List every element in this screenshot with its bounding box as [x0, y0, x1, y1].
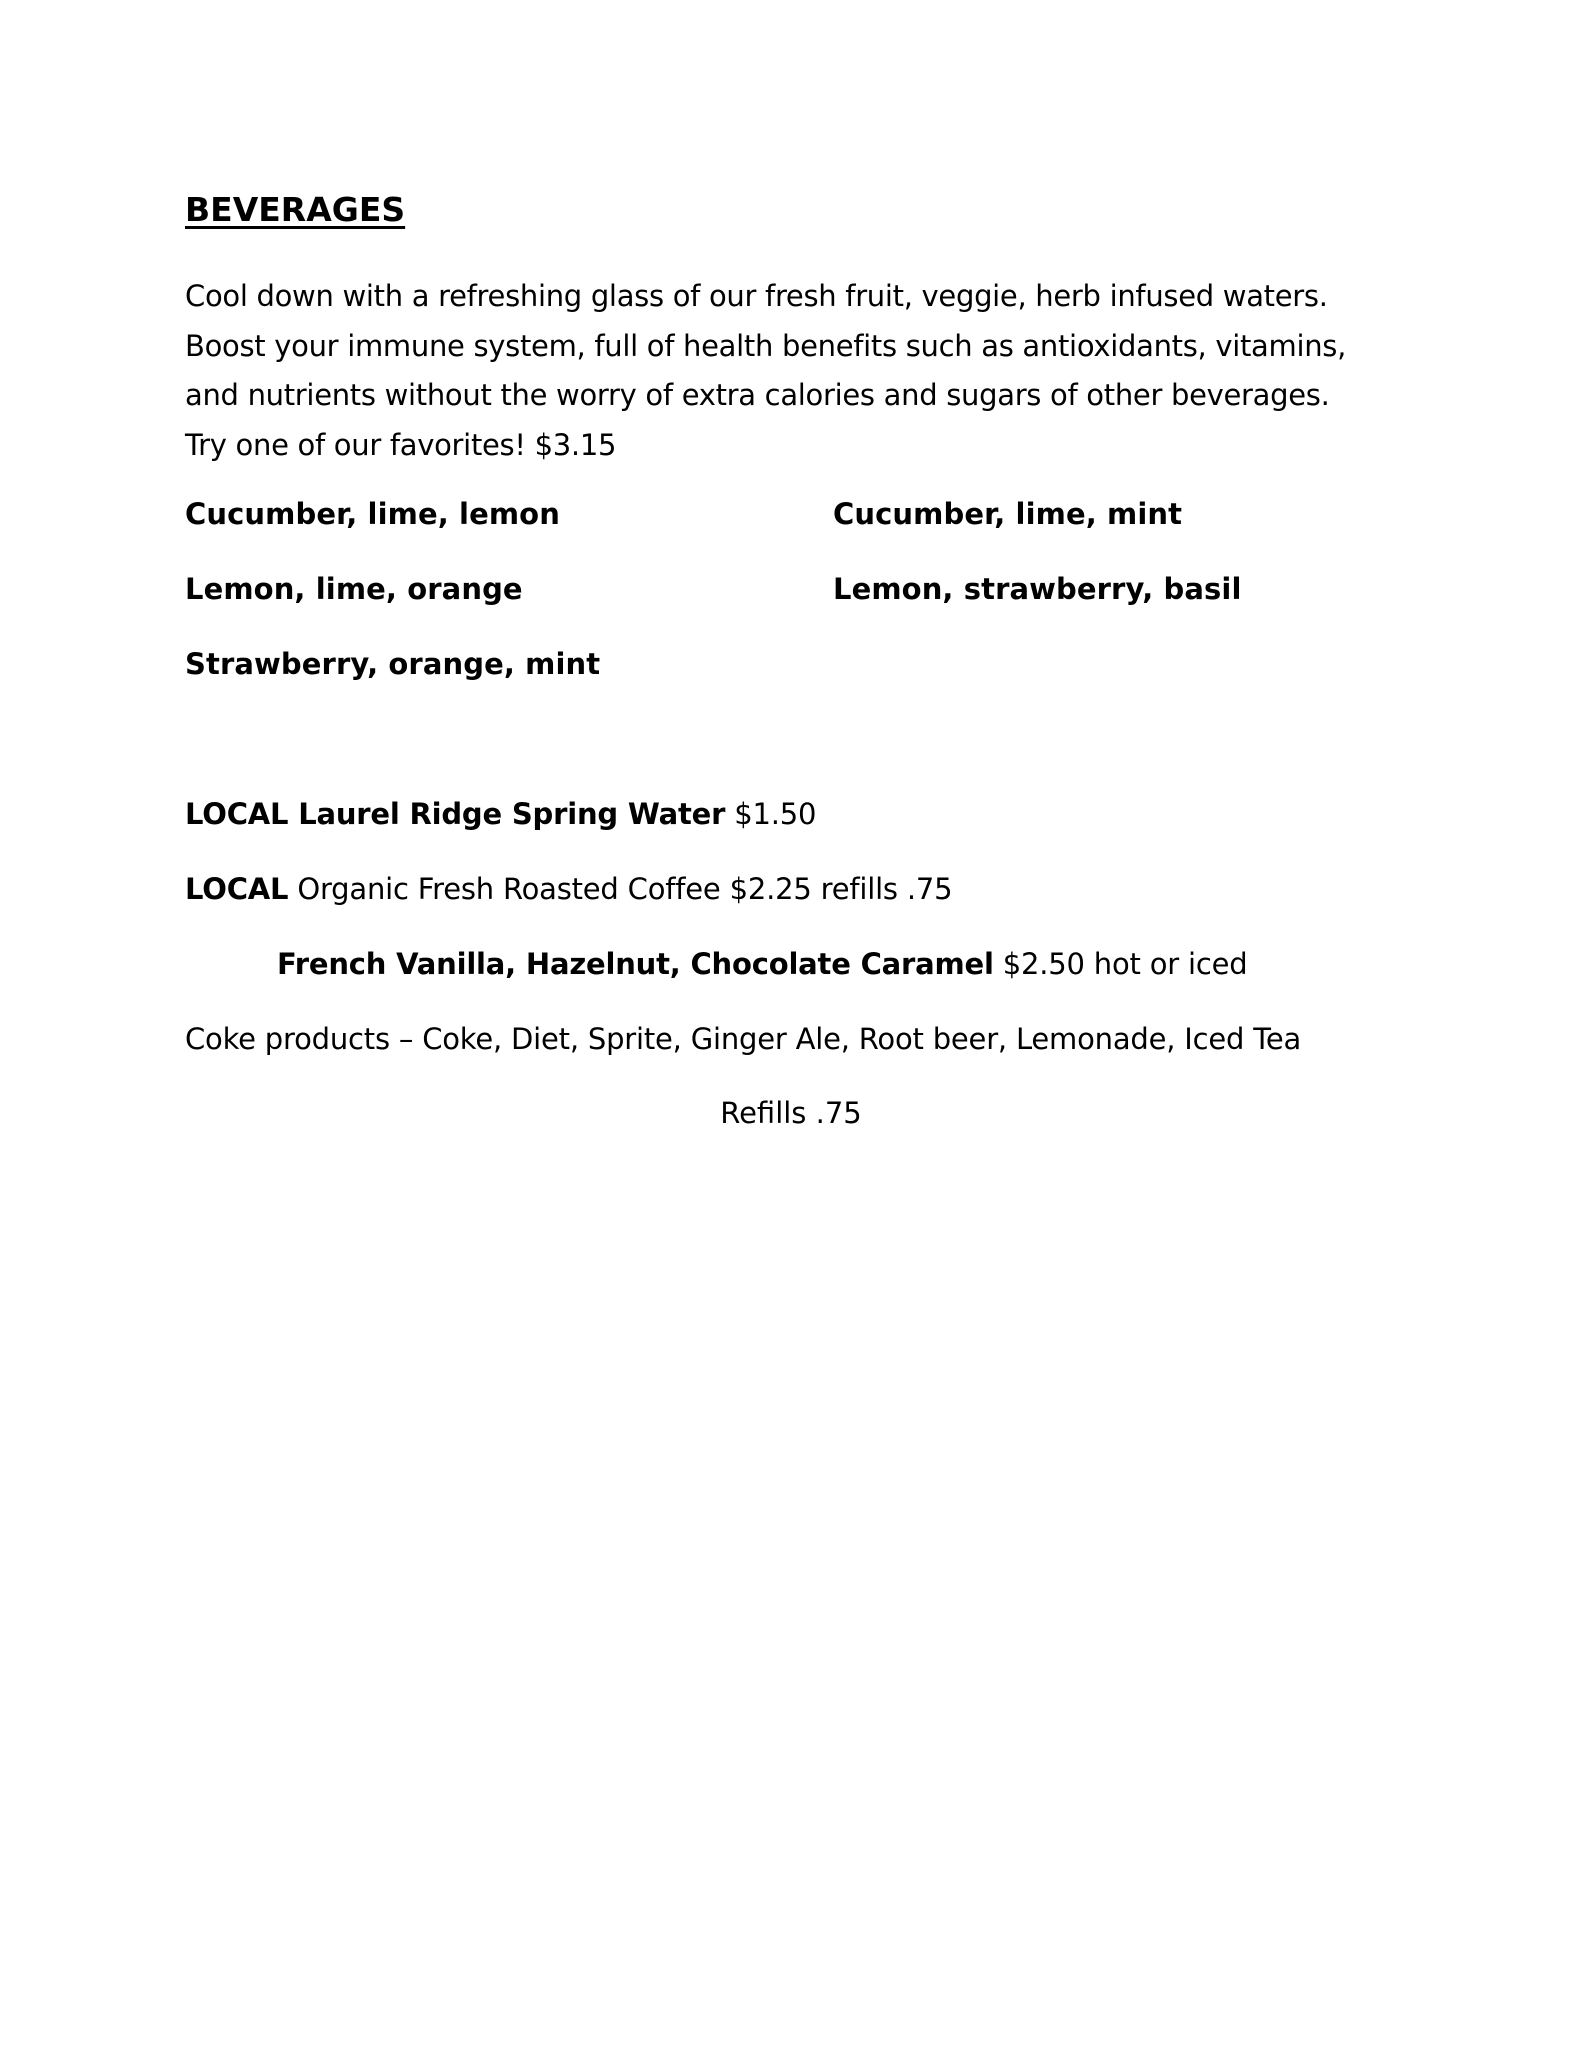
intro-line: Cool down with a refreshing glass of our fresh fruit, veggie, herb infused waters. — [185, 279, 1328, 313]
flavors-line — [277, 947, 1247, 981]
coffee-text: Organic Fresh Roasted Coffee $2.25 refills .75 — [288, 872, 953, 906]
intro-line: and nutrients without the worry of extra calories and sugars of other beverages. — [185, 378, 1330, 412]
infused-water-item: Strawberry, orange, mint — [185, 647, 601, 681]
infused-water-item: Cucumber, lime, mint — [833, 497, 1183, 531]
spring-water-name: LOCAL Laurel Ridge Spring Water — [185, 797, 726, 831]
refills-line: Refills .75 — [720, 1096, 862, 1130]
intro-line: Try one of our favorites! $3.15 — [185, 427, 617, 462]
coke-products-line: Coke products – Coke, Diet, Sprite, Ginger Ale, Root beer, Lemonade, Iced Tea — [185, 1022, 1302, 1056]
spring-water-line — [185, 797, 816, 831]
coffee-line — [185, 872, 952, 906]
coffee-local-label: LOCAL — [185, 872, 289, 906]
infused-water-item: Cucumber, lime, lemon — [185, 497, 560, 531]
intro-paragraph — [185, 272, 1425, 470]
flavor-names: French Vanilla, Hazelnut, Chocolate Caramel — [277, 947, 994, 981]
spring-water-price: $1.50 — [725, 797, 817, 831]
infused-water-item: Lemon, lime, orange — [185, 572, 523, 606]
intro-line: Boost your immune system, full of health benefits such as antioxidants, vitamins, — [185, 328, 1347, 363]
flavor-price: $2.50 hot or iced — [993, 947, 1248, 981]
infused-water-item: Lemon, strawberry, basil — [833, 572, 1242, 606]
section-heading: BEVERAGES — [185, 190, 406, 229]
